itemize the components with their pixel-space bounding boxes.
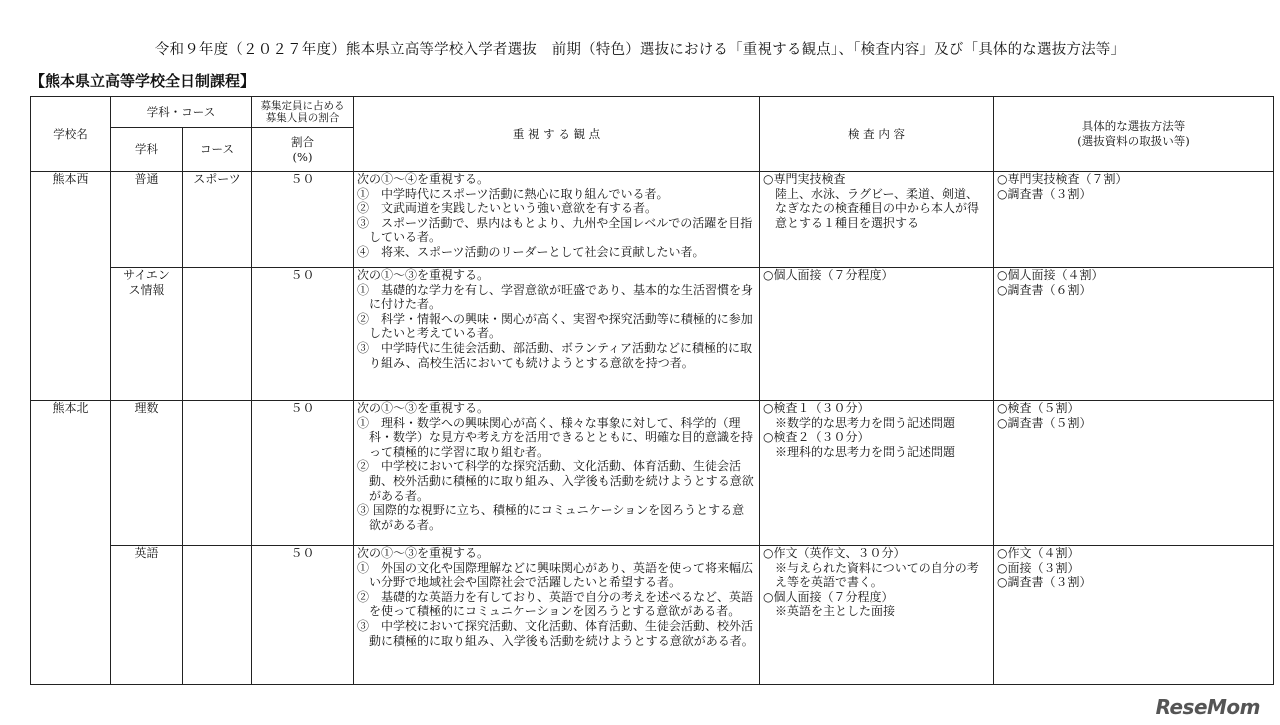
viewpoints-cell: 次の①～③を重視する。 ① 外国の文化や国際理解などに興味関心があり、英語を使って将来幅広い分野で地域社会や国際社会で活躍したいと希望する者。 ② 基礎的な英語力を有しており、英語で自分の考えを述べるなど、英語を使って積極的にコミュニケーションを図ろうとする意欲がある者。 ③ 中学校において探究活動、文化活動、体育活動、生徒会活動、校外活動に積極的に取り組み、入学後も活動を続けようとする意欲がある者。 — [354, 546, 760, 685]
header-school: 学校名 — [31, 97, 111, 172]
header-ratio: 割合 (%) — [252, 128, 354, 172]
header-dept-course: 学科・コース — [111, 97, 252, 128]
exam-cell: ○個人面接（７分程度） — [760, 268, 994, 401]
section-heading: 【熊本県立高等学校全日制課程】 — [30, 72, 256, 90]
school-cell: 熊本北 — [31, 401, 111, 685]
ratio-cell: ５０ — [252, 268, 354, 401]
header-dept: 学科 — [111, 128, 183, 172]
header-methods: 具体的な選抜方法等 (選抜資料の取扱い等) — [994, 97, 1274, 172]
resemom-logo: ReseMom — [1155, 695, 1260, 719]
course-cell — [183, 401, 252, 546]
exam-cell: ○専門実技検査 陸上、水泳、ラグビー、柔道、剣道、なぎなたの検査種目の中から本人が得意とする１種目を選択する — [760, 172, 994, 268]
page-title: 令和９年度（２０２７年度）熊本県立高等学校入学者選抜 前期（特色）選抜における「重視する観点」、「検査内容」及び「具体的な選抜方法等」 — [154, 42, 1126, 58]
selection-table — [30, 96, 1274, 685]
exam-cell: ○作文（英作文、３０分） ※与えられた資料についての自分の考え等を英語で書く。 ○個人面接（７分程度） ※英語を主とした面接 — [760, 546, 994, 685]
exam-cell: ○検査１（３０分） ※数学的な思考力を問う記述問題 ○検査２（３０分） ※理科的な思考力を問う記述問題 — [760, 401, 994, 546]
ratio-cell: ５０ — [252, 546, 354, 685]
dept-cell: サイエンス情報 — [111, 268, 183, 401]
course-cell — [183, 546, 252, 685]
ratio-cell: ５０ — [252, 172, 354, 268]
dept-cell: 英語 — [111, 546, 183, 685]
methods-cell: ○作文（４割） ○面接（３割） ○調査書（３割） — [994, 546, 1274, 685]
dept-cell: 理数 — [111, 401, 183, 546]
viewpoints-cell: 次の①～④を重視する。 ① 中学時代にスポーツ活動に熱心に取り組んでいる者。 ② 文武両道を実践したいという強い意欲を有する者。 ③ スポーツ活動で、県内はもとより、九州や全国レベルでの活躍を目指している者。 ④ 将来、スポーツ活動のリーダーとして社会に貢献したい者。 — [354, 172, 760, 268]
header-course: コース — [183, 128, 252, 172]
course-cell: スポーツ — [183, 172, 252, 268]
methods-cell: ○検査（５割） ○調査書（５割） — [994, 401, 1274, 546]
header-exam: 検 査 内 容 — [760, 97, 994, 172]
methods-cell: ○個人面接（４割） ○調査書（６割） — [994, 268, 1274, 401]
methods-cell: ○専門実技検査（７割） ○調査書（３割） — [994, 172, 1274, 268]
header-ratio-top: 募集定員に占める募集人員の割合 — [252, 97, 354, 128]
header-viewpoints: 重 視 す る 観 点 — [354, 97, 760, 172]
course-cell — [183, 268, 252, 401]
dept-cell: 普通 — [111, 172, 183, 268]
ratio-cell: ５０ — [252, 401, 354, 546]
viewpoints-cell: 次の①～③を重視する。 ① 基礎的な学力を有し、学習意欲が旺盛であり、基本的な生活習慣を身に付けた者。 ② 科学・情報への興味・関心が高く、実習や探究活動等に積極的に参加したいと考えている者。 ③ 中学時代に生徒会活動、部活動、ボランティア活動などに積極的に取り組み、高校生活においても続けようとする意欲を持つ者。 — [354, 268, 760, 401]
viewpoints-cell: 次の①～③を重視する。 ① 理科・数学への興味関心が高く、様々な事象に対して、科学的（理科・数学）な見方や考え方を活用できるとともに、明確な目的意識を持って積極的に学習に取り組む者。 ② 中学校において科学的な探究活動、文化活動、体育活動、生徒会活動、校外活動に積極的に取り組み、入学後も活動を続けようとする意欲がある者。 ③ 国際的な視野に立ち、積極的にコミュニケーションを図ろうとする意欲がある者。 — [354, 401, 760, 546]
school-cell: 熊本西 — [31, 172, 111, 401]
